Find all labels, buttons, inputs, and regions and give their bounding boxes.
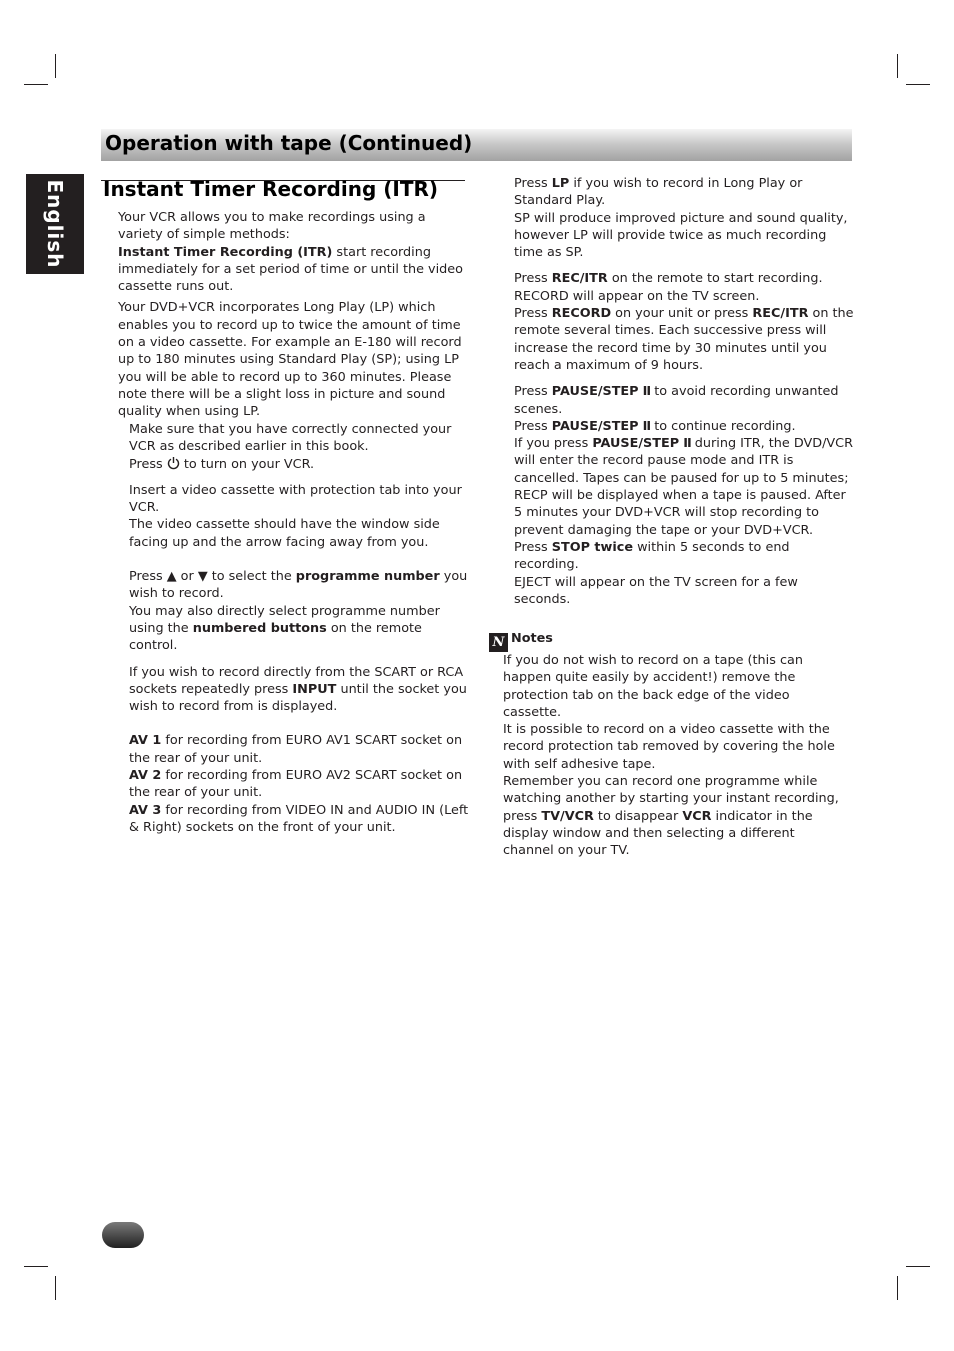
notes-body: [489, 652, 849, 860]
av3-option: [129, 802, 469, 837]
bold-term: REC/ITR: [752, 306, 809, 322]
step-text: until the socket you wish to record from is displayed.: [129, 681, 467, 715]
step-text: to turn on your VCR.: [179, 456, 315, 472]
bold-term: PAUSE/STEP: [551, 418, 639, 434]
bold-term: RECORD: [551, 306, 612, 322]
step-text: on the remote control.: [129, 620, 422, 654]
crop-mark: [55, 54, 56, 78]
intro-text: [118, 209, 468, 421]
step-record-repeat: [514, 305, 854, 374]
pause-itr-continued: prevent damaging the tape or your DVD+VCR.: [514, 522, 814, 538]
section-title: Operation with tape (Continued): [105, 131, 473, 155]
step-text: on the remote to start recording.: [607, 271, 823, 287]
note-1-line: happen quite easily by accident!) remove the: [503, 670, 796, 686]
crop-mark: [24, 1266, 48, 1267]
itr-paragraph: [118, 244, 468, 296]
power-icon: [167, 456, 180, 470]
step-1-power: [129, 456, 469, 473]
step-4-input: [129, 664, 469, 716]
av2-option: [129, 767, 469, 802]
step-text: You may also directly select programme number using the: [129, 603, 440, 636]
crop-mark: [897, 1276, 898, 1300]
crop-mark: [24, 84, 48, 85]
bold-term: AV 1: [129, 733, 162, 749]
notes-block: [489, 630, 849, 860]
procedure-steps-left: [129, 421, 469, 836]
step-text: If you press: [514, 436, 593, 452]
note-3-continued: display window and then selecting a different channel on your TV.: [503, 825, 795, 859]
step-text: Press: [514, 384, 552, 400]
step-text: Press: [129, 456, 167, 472]
bold-term: VCR: [682, 808, 712, 824]
note-1-line: protection tab on the back edge of the video cassette.: [503, 687, 790, 720]
pause-icon: II: [642, 418, 651, 434]
step-text: for recording from EURO AV1 SCART socket on the rear of your unit.: [129, 733, 463, 766]
step-rec-itr: [514, 270, 854, 287]
bold-term: AV 2: [129, 768, 162, 784]
eject-note: EJECT will appear on the TV screen for a few seconds.: [514, 574, 798, 607]
step-text: Press: [514, 306, 552, 322]
bold-term: INPUT: [292, 681, 337, 697]
step-text: Press: [514, 271, 552, 287]
bold-term: REC/ITR: [551, 271, 608, 287]
sp-note: SP will produce improved picture and sound quality, however LP will provide twice as much recording time as SP.: [514, 210, 848, 261]
crop-mark: [906, 1266, 930, 1267]
bold-term: PAUSE/STEP: [592, 436, 680, 452]
note-text: indicator in the: [711, 808, 813, 824]
bold-term: TV/VCR: [541, 808, 594, 824]
pause-icon: II: [683, 436, 691, 452]
language-label: English: [43, 179, 67, 269]
step-text: within 5 seconds to end recording.: [514, 539, 790, 573]
bold-term: numbered buttons: [192, 620, 327, 636]
crop-mark: [906, 84, 930, 85]
step-3-direct: [129, 603, 469, 655]
step-text: during ITR, the DVD/VCR will enter the record pause mode and ITR is cancelled. Tapes can be paused for up to 5 minutes; RECP will be displayed when a tape is paused. After 5 minutes your DVD+VCR will stop recording to: [514, 436, 853, 521]
step-text: Press: [514, 539, 552, 555]
note-2: It is possible to record on a video cassette with the record protection tab removed by covering the hole with self adhesive tape.: [503, 722, 835, 772]
step-text: Press: [514, 418, 552, 434]
procedure-steps-right: [514, 175, 854, 608]
bold-term: programme number: [295, 569, 440, 585]
bold-term: AV 3: [129, 802, 162, 818]
itr-term: Instant Timer Recording (ITR): [118, 244, 333, 260]
intro-paragraph: Your VCR allows you to make recordings using a variety of simple methods:: [118, 210, 426, 243]
note-1-line: If you do not wish to record on a tape (this can: [503, 653, 803, 668]
step-1-connect: Make sure that you have correctly connected your VCR as described earlier in this book.: [129, 422, 452, 455]
step-2-orientation: The video cassette should have the window side facing up and the arrow facing away from you.: [129, 517, 440, 550]
step-text: on your unit or press: [611, 306, 753, 322]
bold-term: STOP twice: [551, 539, 633, 555]
step-text: for recording from EURO AV2 SCART socket on the rear of your unit.: [129, 768, 463, 801]
note-text: to disappear: [593, 808, 683, 824]
note-3: [503, 773, 849, 825]
page-number-badge: [102, 1222, 144, 1248]
step-lp: [514, 175, 854, 210]
crop-mark: [897, 54, 898, 78]
step-text: for recording from VIDEO IN and AUDIO IN (Left & Right) sockets on the front of your unit.: [129, 802, 469, 835]
lp-intro-paragraph: Your DVD+VCR incorporates Long Play (LP) which enables you to record up to twice the amount of time on a video cassette. For example an E-180 will record up to 180 minutes using Standard Play (SP); using LP you will be able to record up to 360 minutes. Please note there will be a slight loss in picture and sound quality when using LP.: [118, 300, 462, 420]
step-3-select: [129, 568, 469, 603]
record-appear: RECORD will appear on the TV screen.: [514, 288, 760, 304]
language-tab: [26, 174, 84, 274]
step-pause-continue: [514, 418, 854, 435]
bold-term: LP: [551, 176, 570, 191]
section-header: [101, 129, 852, 161]
step-stop: [514, 539, 854, 574]
step-2-insert: Insert a video cassette with protection tab into your VCR.: [129, 482, 462, 516]
step-text: to continue recording.: [650, 418, 796, 434]
step-text: to avoid recording unwanted scenes.: [514, 384, 839, 417]
notes-icon: N: [489, 633, 508, 652]
pause-icon: II: [642, 384, 651, 400]
step-text: you wish to record.: [129, 569, 468, 602]
step-text: If you wish to record directly from the SCART or RCA sockets repeatedly press: [129, 664, 464, 697]
notes-heading: [489, 630, 849, 652]
step-text: on the remote several times. Each successive press will increase the record time by 30 minutes until you reach a maximum of 9 hours.: [514, 306, 854, 373]
crop-mark: [55, 1276, 56, 1300]
itr-description: start recording immediately for a set period of time or until the video cassette runs out.: [118, 244, 463, 295]
step-text: Press ▲ or ▼ to select the: [129, 569, 296, 585]
step-text: if you wish to record in Long Play or Standard Play.: [514, 176, 803, 209]
step-text: Press: [514, 176, 552, 191]
bold-term: PAUSE/STEP: [551, 384, 639, 400]
step-pause-avoid: [514, 383, 854, 418]
note-text: Remember you can record one programme while watching another by starting your instant recording, press: [503, 774, 839, 824]
av1-option: [129, 732, 469, 767]
page-title: Instant Timer Recording (ITR): [103, 177, 439, 201]
step-pause-itr: [514, 435, 854, 521]
notes-title: Notes: [511, 631, 553, 646]
